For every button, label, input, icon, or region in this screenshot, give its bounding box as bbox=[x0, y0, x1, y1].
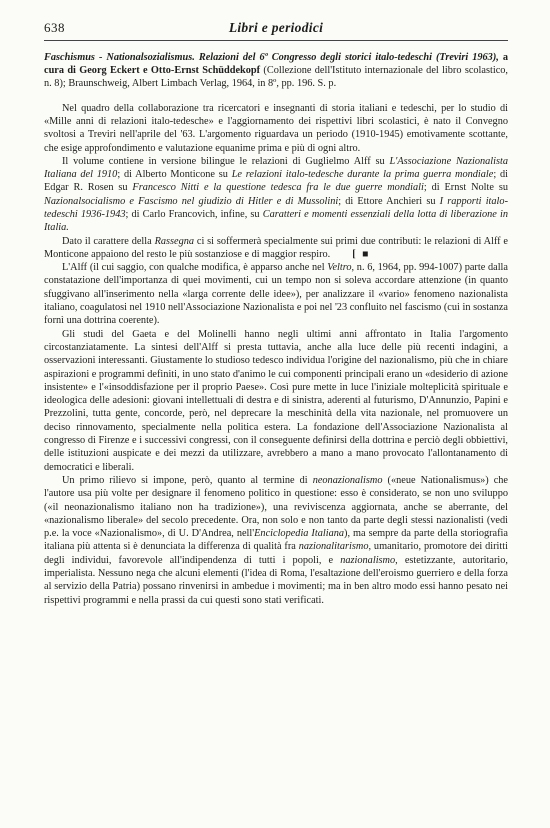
italic-text-segment: Rassegna bbox=[154, 235, 195, 247]
page-header bbox=[44, 18, 508, 41]
text-segment: ; di Edgar R. Rosen su bbox=[44, 169, 508, 194]
book-title: Faschismus - Nationalsozialismus. Relazioni del 6º Congresso degli storici italo-tedeschi (Treviri 1963), bbox=[44, 52, 499, 63]
paragraph bbox=[44, 102, 508, 155]
editorial-mark: [ ■ bbox=[352, 248, 371, 260]
bibliographic-reference bbox=[44, 51, 508, 91]
text-segment: Dato il carattere della bbox=[62, 235, 155, 247]
paragraph bbox=[44, 261, 508, 327]
text-segment: Il volume contiene in versione bilingue le relazioni di Guglielmo Alff su bbox=[62, 155, 390, 167]
italic-text-segment: I rapporti italo-tedeschi 1936-1943 bbox=[44, 195, 508, 220]
paragraph bbox=[44, 474, 508, 607]
italic-text-segment: neonazionalismo bbox=[312, 474, 383, 486]
paragraph bbox=[44, 235, 508, 262]
text-segment: ; di Ettore Anchieri su bbox=[338, 195, 440, 207]
italic-text-segment: nazionalitarismo bbox=[298, 541, 369, 553]
text-segment: ci si soffermerà specialmente sui primi due contributi: le relazioni di Alff e Monticone appaiono del resto le più sostanziose e di maggior respiro. bbox=[44, 235, 508, 260]
running-title: Libri e periodici bbox=[228, 20, 324, 35]
italic-text-segment: Enciclopedia Italiana bbox=[254, 528, 345, 540]
text-segment: Gli studi del Gaeta e del Molinelli hanno negli ultimi anni affrontato in Italia l'argomento circostanziatamente. La sintesi dell'Alff si presta tuttavia, anche alla luce delle più recenti indagini, a osservazioni interessanti. Giustamente lo studioso tedesco individua l'origine del nazionalismo, più che in chiare aspirazioni e programmi definiti, in uno stato d'animo le cui componenti principali erano un «desiderio di azione insistente» e l'«insoddisfazione per il proprio Paese». Così pure mette in luce l'iniziale molteplicità spirituale e ideologica delle adesioni: giovani intellettuali di destra e di sinistra, aderenti al futurismo, D'Annunzio, Papini e Prezzolini, tutta gente, concorde, però, nel deprecare la meschinità della vita nazionale, nel promuovere un deciso rinnovamento, specialmente nella politica estera. La fondazione dell'Associazione Nazionalista al congresso di Firenze e i successivi congressi, con il conseguente definirsi della dottrina e perciò degli obbiettivi, delle istituzioni auspicate e dei mezzi da utilizzare, avrebbero a mano a mano provocato l'allontanamento di democratici e liberali. bbox=[44, 328, 508, 473]
italic-text-segment: Caratteri e momenti essenziali della lotta di liberazione in Italia. bbox=[44, 208, 508, 234]
text-segment: ), ma sempre da parte della storiografia italiana più attenta si è denunciata la differenza di qualità fra bbox=[44, 528, 508, 553]
italic-text-segment: nazionalismo bbox=[340, 554, 396, 566]
text-segment: L'Alff (il cui saggio, con qualche modifica, è apparso anche nel bbox=[62, 262, 328, 274]
paragraph bbox=[44, 328, 508, 474]
text-segment: Nel quadro della collaborazione tra ricercatori e insegnanti di storia italiani e tedeschi, per lo studio di «Mille anni di relazioni italo-tedesche» e l'aggiornamento dei rispettivi libri scolastici, è nato il Convegno svoltosi a Treviri nell'aprile del '63. L'argomento riguardava un periodo (1910-1945) emotivamente scottante, che esige approfondimento e valutazione equanime prima e più di ogni altro. bbox=[44, 102, 508, 154]
italic-text-segment: Le relazioni italo-tedesche durante la prima guerra mondiale bbox=[231, 169, 494, 181]
paragraph bbox=[44, 155, 508, 235]
italic-text-segment: L'Associazione Nazionalista Italiana del 1910 bbox=[44, 155, 509, 181]
text-segment: , estetizzante, autoritario, imperialista. Nessuno nega che alcuni elementi (l'idea di Roma, l'esaltazione dell'eroismo guerriero e della forza al servizio della Patria) possano rinvenirsi in ambedue i movimenti; ma in ben altro modo essi hanno pesato nei rispettivi programmi e nella prassi da cui questi sono stati verificati. bbox=[44, 554, 508, 606]
italic-text-segment: Francesco Nitti e la questione tedesca fra le due guerre mondiali bbox=[132, 182, 424, 194]
text-segment: Un primo rilievo si impone, però, quanto al termine di bbox=[62, 474, 313, 486]
book-imprint: Braunschweig, Albert Limbach Verlag, 1964, in 8º, pp. 196. S. p. bbox=[68, 78, 337, 90]
text-segment: ; di Carlo Francovich, infine, su bbox=[125, 208, 263, 220]
text-segment: ; di Ernst Nolte su bbox=[423, 182, 508, 194]
italic-text-segment: Veltro bbox=[327, 262, 352, 274]
page-number: 638 bbox=[44, 20, 65, 35]
document-page bbox=[44, 18, 508, 607]
book-editors: a cura di Georg Eckert e Otto-Ernst Schüddekopf bbox=[44, 52, 509, 77]
book-series: (Collezione dell'Istituto internazionale del libro scolastico, n. 8); bbox=[44, 65, 508, 90]
italic-text-segment: Nazionalsocialismo e Fascismo nel giudizio di Hitler e di Mussolini bbox=[44, 195, 339, 207]
text-segment: ; di Alberto Monticone su bbox=[117, 169, 232, 181]
text-segment: , umanitario, promotore dei diritti degli individui, favorevole all'indipendenza di tutti i popoli, e bbox=[44, 541, 508, 566]
text-segment: , n. 6, 1964, pp. 994-1007) parte dalla constatazione dell'importanza di quei movimenti, cui un tempo non si soleva accordare attenzione (in quanto sfuggivano all'inserimento nella «larga corrente delle idee»), per analizzare il «vario» fenomeno nazionalista italiano, coagulatosi nel 1910 nell'Associazione Nazionalista e poi nel '23 confluito nel fascismo (cui in sostanza fornì una dottrina coerente). bbox=[44, 262, 508, 327]
text-segment: («neue Nationalismus») che l'autore usa più volte per designare il fenomeno politico in questione: esso è considerato, se non uno sviluppo («il neonazionalismo italiano non ha tradizione»), una reviviscenza aggiornata, anche se aberrante, del «nazionalismo liberale» del secolo precedente. Ora, non solo e non tanto da parte degli stessi nazionalisti (vedi p.e. la voce «Nazionalismo», di U. D'Andrea, nell' bbox=[44, 474, 509, 540]
